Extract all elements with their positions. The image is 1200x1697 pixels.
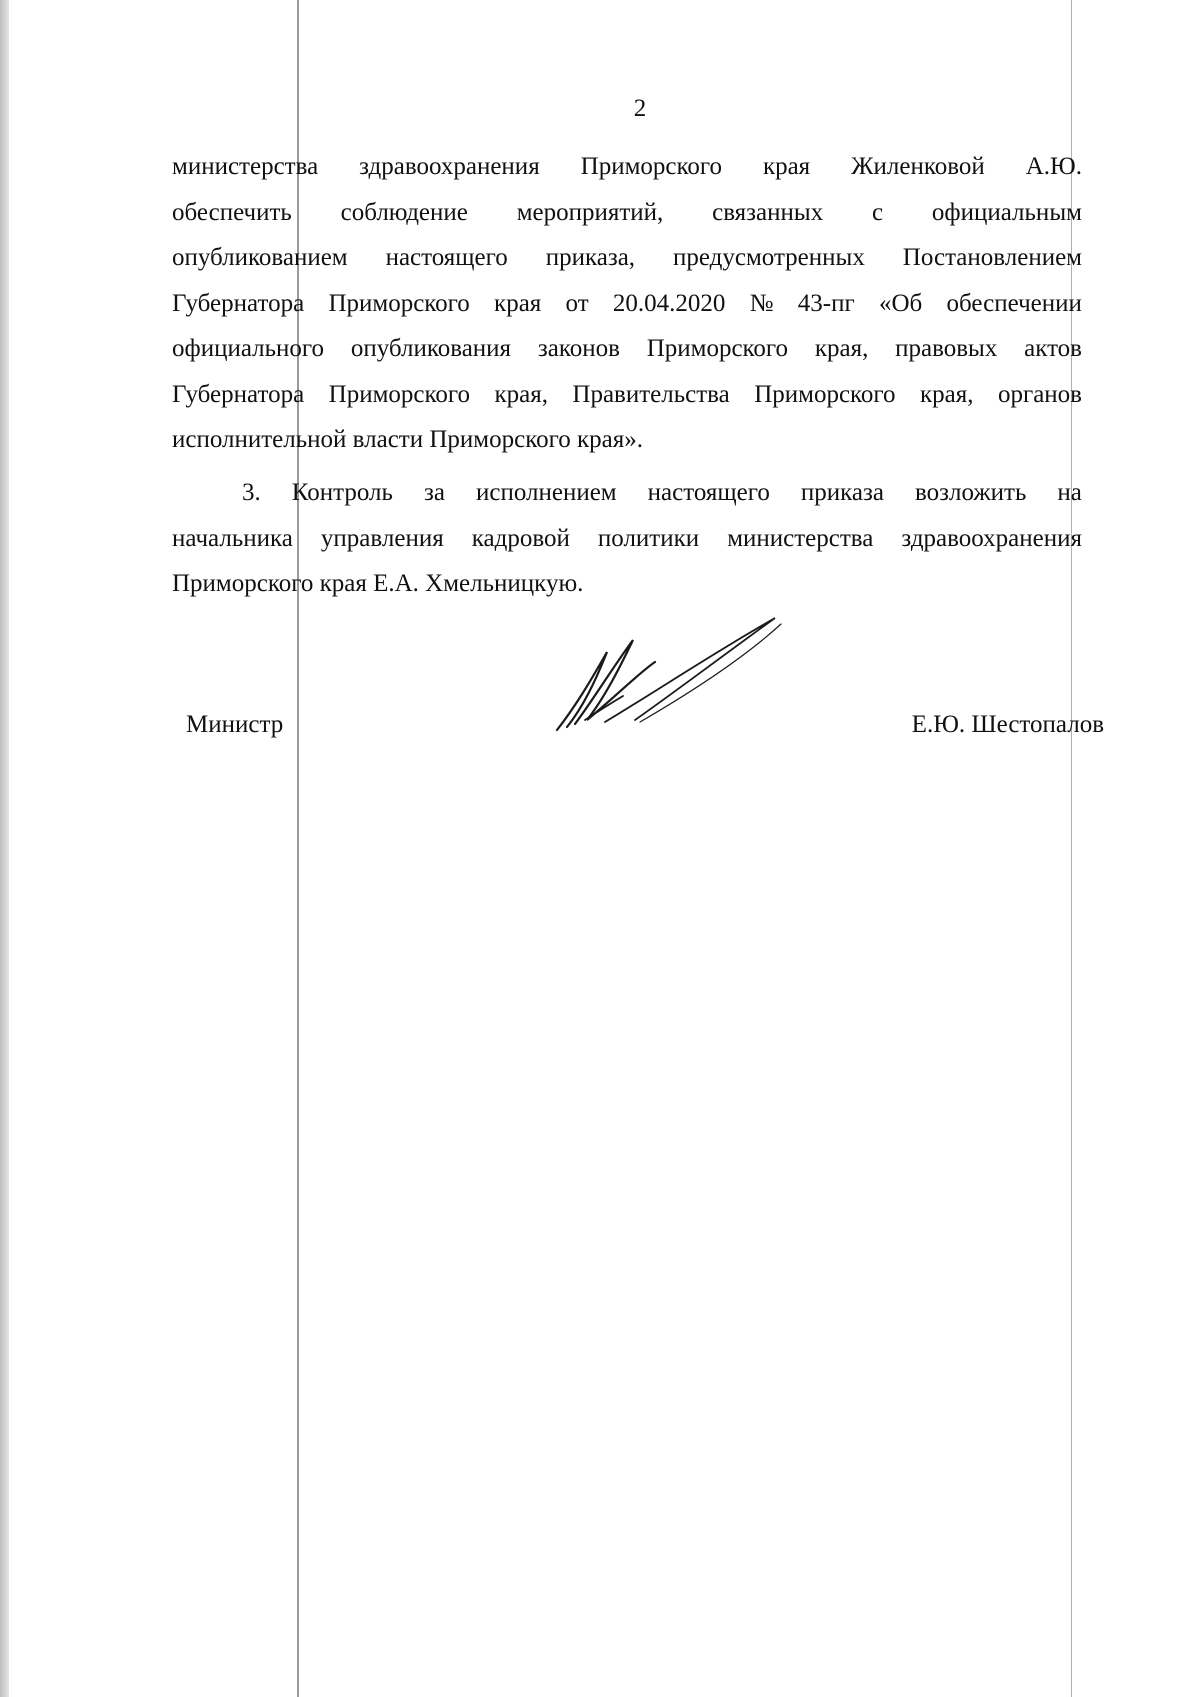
word: от [565,289,589,317]
word: связанных [712,198,824,226]
text-line [172,470,1082,516]
text-line [172,516,1082,562]
word: края [762,153,811,180]
signatory-role: Министр [186,711,284,738]
word: приказа, [545,244,636,271]
word: опубликованием [172,244,348,271]
word: Правительства [572,380,730,408]
word: настоящего [385,244,508,271]
word: органов [997,380,1082,408]
signatory-name: Е.Ю. Шестопалов [911,711,1104,738]
word: края, [814,335,869,362]
word: края, [494,380,548,408]
text-line [172,235,1082,281]
word: края [494,289,542,317]
paragraph-continuation [172,144,1082,463]
scan-edge [0,0,9,1697]
text-line: Приморского края Е.А. Хмельницкую. [172,570,584,597]
word: Приморского [328,289,470,317]
text-line [172,281,1082,327]
word: Приморского [580,153,722,180]
word: официального [172,335,325,362]
paragraph-control-clause [172,470,1082,607]
word: предусмотренных [673,244,865,271]
text-line [172,190,1082,236]
word: управления [320,524,444,552]
word: Губернатора [172,289,305,317]
word: 20.04.2020 [612,289,726,317]
text-line [172,326,1082,372]
word: А.Ю. [1025,153,1082,180]
word: Приморского [328,380,470,408]
word: начальника [172,524,293,552]
word: «Об [878,289,923,317]
word: Постановлением [902,244,1082,271]
word: приказа [800,479,884,506]
word: исполнением [475,479,617,506]
page-number: 2 [633,95,647,122]
word: 43-пг [797,289,855,317]
word: министерства [727,524,874,552]
text-line [172,372,1082,418]
word: правовых [895,335,998,362]
word: с [872,198,884,226]
word: Контроль [291,479,393,506]
word: соблюдение [340,198,468,226]
word: Жиленковой [851,153,985,180]
word: на [1057,479,1082,506]
word: Приморского [646,335,789,362]
text-line [172,144,1082,190]
word: министерства [172,153,319,180]
word: возложить [915,479,1027,506]
word: края, [920,380,974,408]
text-line: исполнительной власти Приморского края». [172,426,643,453]
word: настоящего [647,479,770,506]
word: Губернатора [172,380,305,408]
word: законов [537,335,620,362]
handwritten-signature [545,612,785,737]
word: № [749,289,774,317]
word: 3. [242,479,261,506]
word: Приморского [754,380,896,408]
word: кадровой [471,524,570,552]
word: здравоохранения [359,153,540,180]
word: обеспечить [172,198,292,226]
word: здравоохранения [901,524,1082,552]
word: мероприятий, [516,198,664,226]
word: опубликования [350,335,512,362]
word: за [423,479,445,506]
word: официальным [931,198,1082,226]
word: политики [597,524,700,552]
word: актов [1024,335,1082,362]
word: обеспечении [946,289,1082,317]
